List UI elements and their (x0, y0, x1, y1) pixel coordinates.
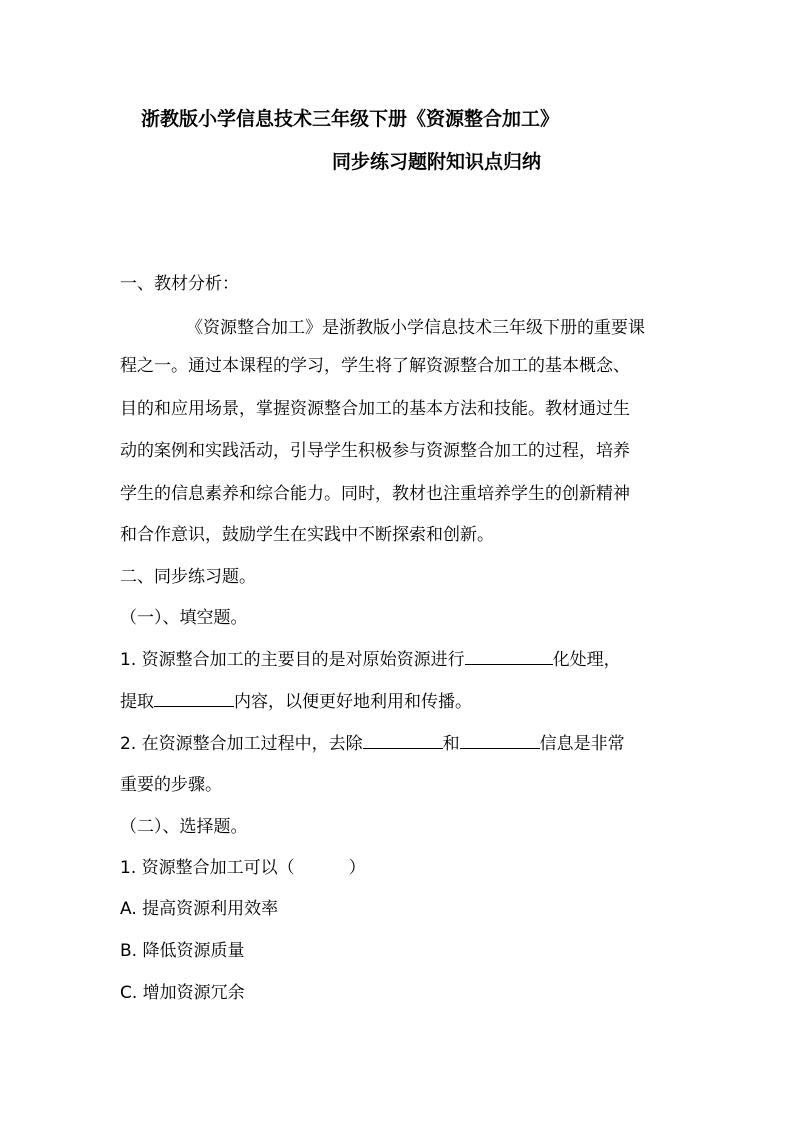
section1-para-line: 《资源整合加工》是浙教版小学信息技术三年级下册的重要课 (186, 318, 645, 338)
answer-blank[interactable] (465, 646, 553, 665)
choice-option-a: A. 提高资源利用效率 (120, 899, 279, 919)
fill-question-1 (120, 646, 621, 674)
fill-blank-heading: （一）、填空题。 (120, 608, 248, 628)
fill-q2-text-b: 和 (442, 734, 460, 754)
section1-para-line: 目的和应用场景，掌握资源整合加工的基本方法和技能。教材通过生 (120, 399, 630, 419)
answer-blank[interactable] (460, 730, 540, 749)
section1-para-line: 动的案例和实践活动，引导学生积极参与资源整合加工的过程，培养 (120, 441, 630, 461)
section1-para-line: 程之一。通过本课程的学习，学生将了解资源整合加工的基本概念、 (120, 356, 630, 376)
choice-heading: （二）、选择题。 (120, 817, 248, 837)
fill-q2-text-a: 2. 在资源整合加工过程中，去除 (120, 734, 363, 754)
fill-question-2 (120, 730, 625, 758)
choice-option-c: C. 增加资源冗余 (120, 983, 245, 1003)
fill-q1-text-c: 提取 (120, 692, 154, 712)
doc-title-line1: 浙教版小学信息技术三年级下册《资源整合加工》 (141, 108, 560, 130)
fill-q1-text-d: 内容，以便更好地利用和传播。 (234, 692, 472, 712)
choice-option-b: B. 降低资源质量 (120, 941, 245, 961)
section1-para-line: 和合作意识，鼓励学生在实践中不断探索和创新。 (120, 525, 494, 545)
section1-heading: 一、教材分析： (120, 274, 239, 294)
fill-q2-text-c: 信息是非常 (539, 734, 625, 754)
fill-q1-text-b: 化处理， (552, 650, 621, 670)
section1-para-line: 学生的信息素养和综合能力。同时，教材也注重培养学生的创新精神 (120, 484, 630, 504)
doc-title-line2: 同步练习题附知识点归纳 (332, 151, 542, 173)
answer-blank[interactable] (154, 688, 234, 707)
choice-q1-text-a: 1. 资源整合加工可以（ (120, 858, 295, 878)
fill-q1-text-a: 1. 资源整合加工的主要目的是对原始资源进行 (120, 650, 465, 670)
choice-q1-text-b: ） (348, 858, 366, 878)
fill-question-2-cont: 重要的步骤。 (120, 775, 222, 795)
choice-question-1 (120, 854, 366, 882)
fill-question-1-cont (120, 688, 472, 716)
answer-blank[interactable] (363, 730, 443, 749)
section2-heading: 二、同步练习题。 (120, 567, 256, 587)
